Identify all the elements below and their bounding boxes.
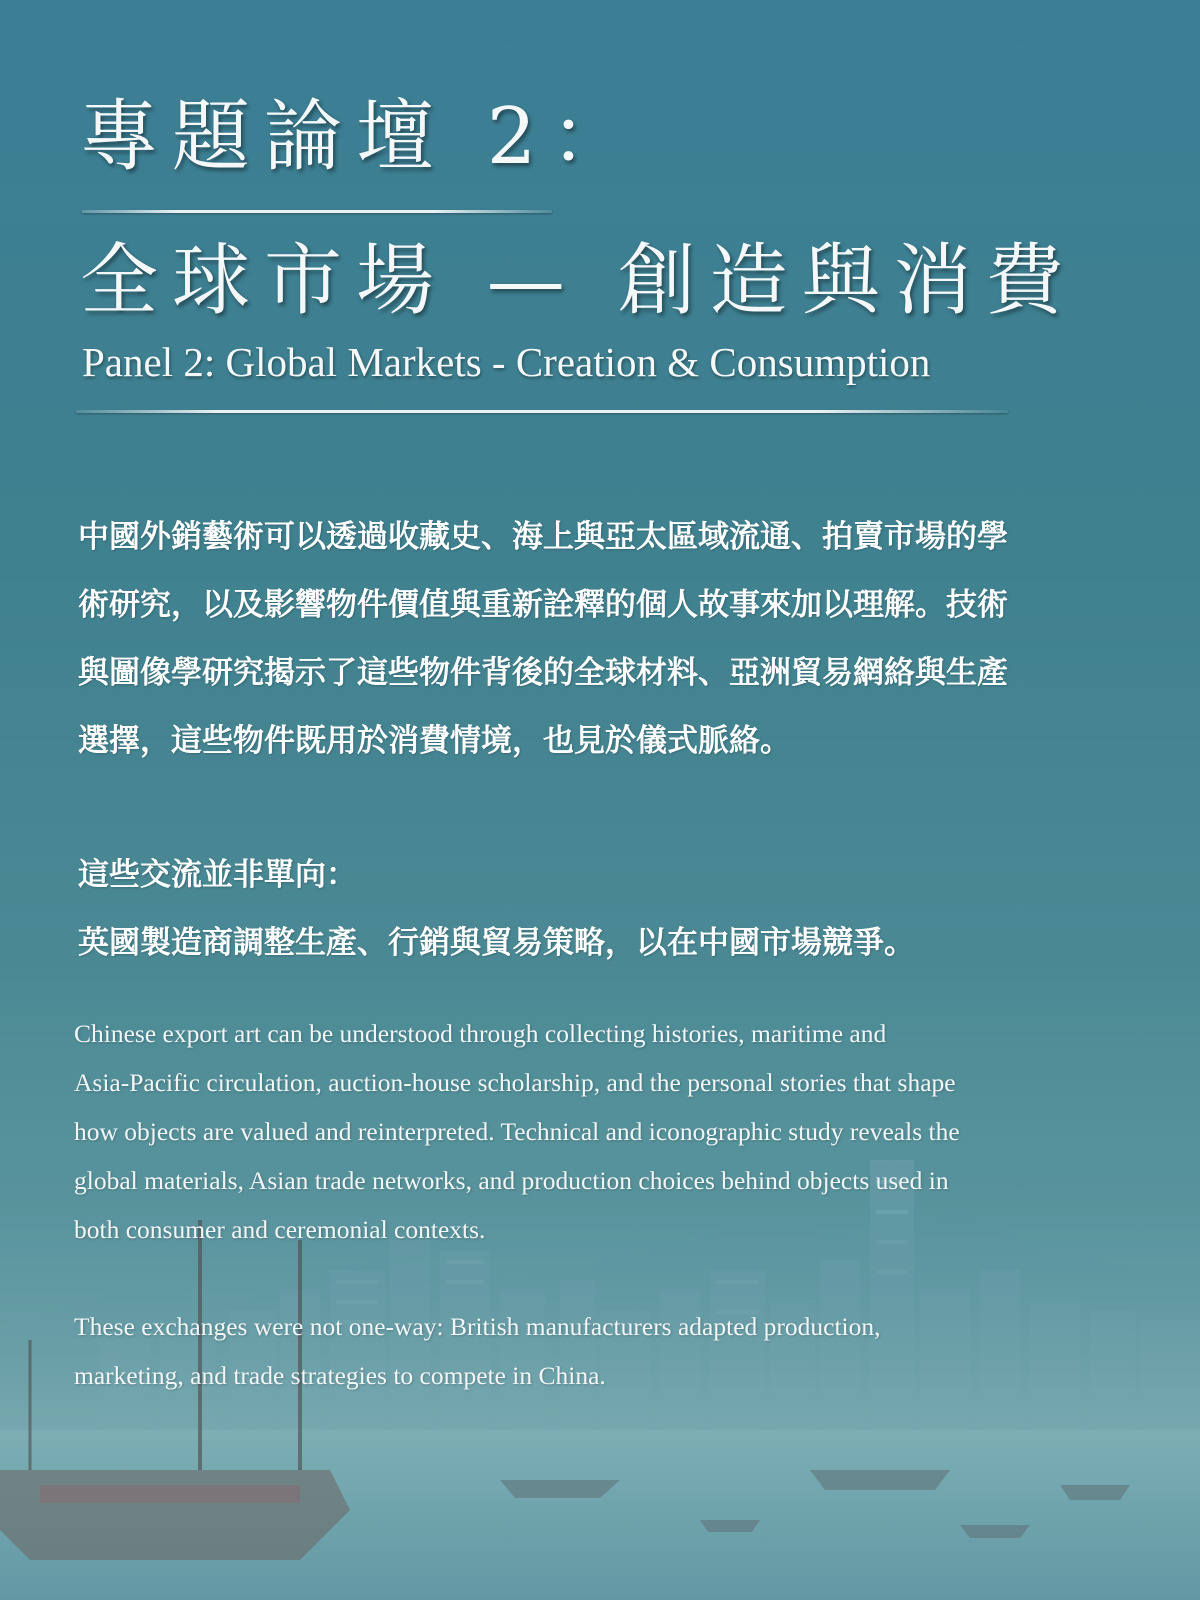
chinese-paragraph-2-line: 這些交流並非單向： — [78, 857, 357, 893]
english-paragraph-1-line: Asia-Pacific circulation, auction-house scholarship, and the personal stories that shape — [74, 1068, 956, 1097]
chinese-paragraph-1-line: 中國外銷藝術可以透過收藏史、海上與亞太區域流通、拍賣市場的學 — [78, 519, 1008, 555]
chinese-paragraph-1-line: 選擇，這些物件既用於消費情境，也見於儀式脈絡。 — [78, 723, 791, 759]
chinese-paragraph-2-line: 英國製造商調整生產、行銷與貿易策略，以在中國市場競爭。 — [78, 925, 915, 961]
title-chinese-line2: 全球市場 — 創造與消費 — [80, 236, 1078, 326]
english-paragraph-1-line: both consumer and ceremonial contexts. — [74, 1215, 486, 1244]
english-paragraph-1 — [74, 1009, 1074, 1254]
english-paragraph-2-line: marketing, and trade strategies to compete in China. — [74, 1361, 606, 1390]
title-english: Panel 2: Global Markets - Creation & Consumption — [82, 339, 931, 385]
title-divider-top — [82, 210, 552, 213]
chinese-paragraph-1-line: 術研究，以及影響物件價值與重新詮釋的個人故事來加以理解。技術 — [78, 587, 1008, 623]
title-divider-bottom — [76, 410, 1008, 413]
english-paragraph-1-line: global materials, Asian trade networks, and production choices behind objects used in — [74, 1166, 949, 1195]
english-paragraph-1-line: how objects are valued and reinterpreted. Technical and iconographic study reveals the — [74, 1117, 960, 1146]
chinese-paragraph-1-line: 與圖像學研究揭示了這些物件背後的全球材料、亞洲貿易網絡與生產 — [78, 655, 1008, 691]
chinese-paragraph-1 — [78, 503, 1088, 775]
english-paragraph-2-line: These exchanges were not one-way: British manufacturers adapted production, — [74, 1312, 881, 1341]
english-paragraph-1-line: Chinese export art can be understood through collecting histories, maritime and — [74, 1019, 887, 1048]
title-chinese-line1: 專題論壇 2： — [80, 92, 643, 182]
english-paragraph-2 — [74, 1302, 1074, 1400]
chinese-paragraph-2 — [78, 841, 1088, 977]
